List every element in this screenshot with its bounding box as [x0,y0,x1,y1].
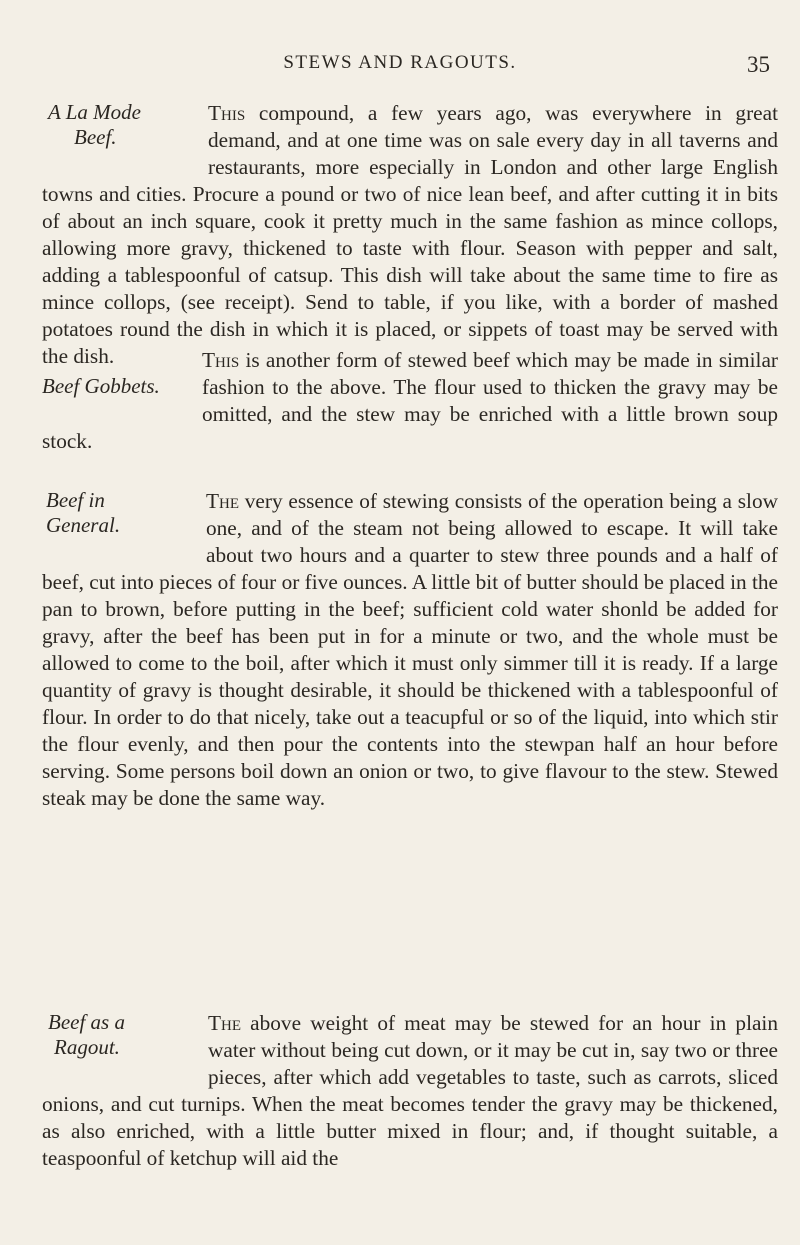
sidenote-line: Beef in [46,488,105,512]
body-text: compound, a few years ago, was everywhere in great demand, and at one time was on sale every day in all taverns and restaurants, more especially in London and other large English towns and cities. Procure a pound or two of nice lean beef, and after cutting it in bits of about an inch square, cook it pretty much in the same fashion as mince collops, allowing more gravy, thickened to taste with flour. Season with pepper and salt, adding a tablespoonful of catsup. This dish will take about the same time to fire as mince collops, (see receipt). Send to table, if you like, with a border of mashed potatoes round the dish in which it is placed, or sippets of toast may be served with the dish. [42,101,778,368]
sidenote-a-la-mode-beef [42,100,198,181]
body-text: above weight of meat may be stewed for an hour in plain water without being cut down, or it may be cut in, say two or three pieces, after which add vegetables to taste, such as carrots, sliced onions, and cut turnips. When the meat becomes tender the gravy may be thickened, as also enriched, with a little butter mixed in flour; and, if thought suitable, a teaspoonful of ketchup will aid the [42,1011,778,1170]
running-head [0,52,800,82]
sidenote-line: Ragout. [54,1035,120,1059]
lead-word: The [206,489,240,513]
sidenote-line: Beef Gobbets. [42,374,160,398]
recipe-a-la-mode-beef [42,100,778,370]
running-title: STEWS AND RAGOUTS. [283,52,517,73]
sidenote-line: Beef as a [48,1010,125,1034]
recipe-beef-as-a-ragout [42,1010,778,1172]
sidenote-beef-gobbets [42,374,192,428]
lead-word: The [208,1011,242,1035]
recipe-beef-gobbets [42,347,778,455]
lead-word: This [202,348,240,372]
sidenote-line: Beef. [74,125,117,149]
sidenote-line: A La Mode [48,100,141,124]
page-number: 35 [747,52,770,77]
recipe-beef-in-general [42,488,778,812]
sidenote-line: General. [46,513,121,537]
sidenote-beef-in-general [42,488,196,569]
sidenote-beef-as-a-ragout [42,1010,198,1091]
lead-word: This [208,101,246,125]
body-text: very essence of stewing consists of the operation being a slow one, and of the steam not being allowed to escape. It will take about two hours and a quarter to stew three pounds and a half of beef, cut into pieces of four or five ounces. A little bit of butter should be placed in the pan to brown, before putting in the beef; sufficient cold water shonld be added for gravy, after the beef has been put in for a minute or two, and the whole must be allowed to come to the boil, after which it must only simmer till it is ready. If a large quantity of gravy is thought desirable, it should be thickened with a tablespoonful of flour. In order to do that nicely, take out a teacupful or so of the liquid, into which stir the flour evenly, and then pour the contents into the stewpan half an hour before serving. Some persons boil down an onion or two, to give flavour to the stew. Stewed steak may be done the same way. [42,489,778,810]
body-text: is another form of stewed beef which may be made in similar fashion to the above. The flour used to thicken the gravy may be omitted, and the stew may be enriched with a little brown soup stock. [42,348,778,453]
